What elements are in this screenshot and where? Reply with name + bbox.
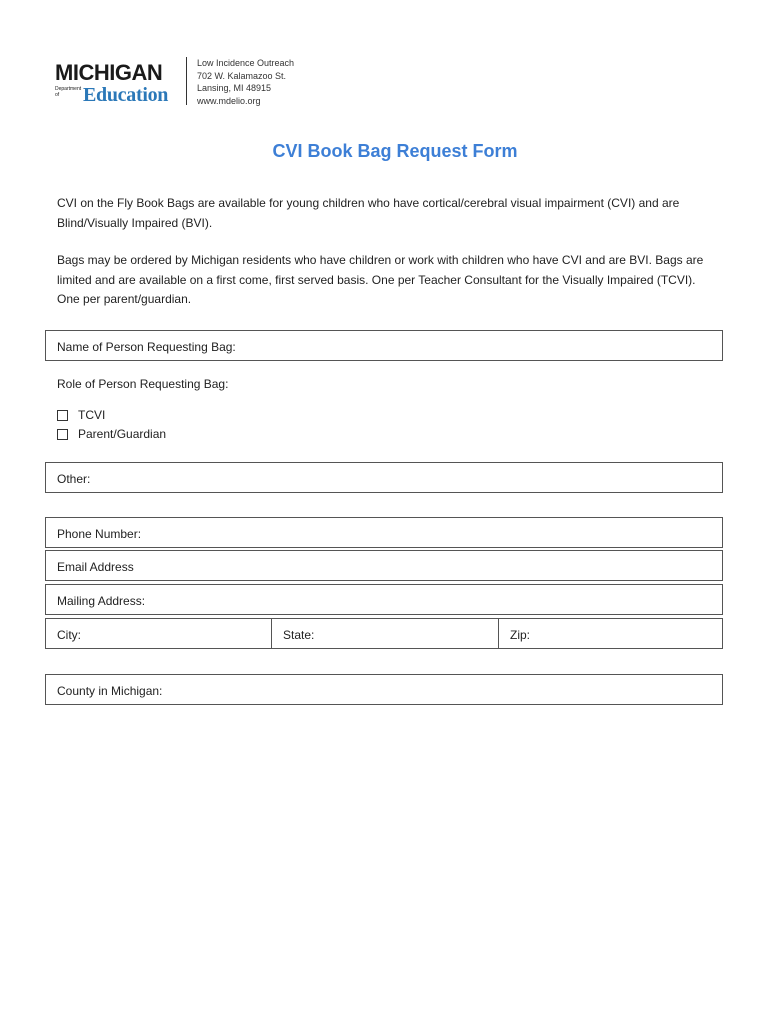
address-block	[197, 57, 294, 107]
city-field[interactable]	[46, 619, 272, 648]
role-label: Role of Person Requesting Bag:	[57, 377, 229, 391]
page-title: CVI Book Bag Request Form	[272, 141, 518, 161]
mailing-address-field[interactable]	[45, 584, 723, 615]
tcvi-checkbox[interactable]	[57, 410, 68, 421]
zip-field[interactable]	[499, 619, 722, 648]
zip-field-label: Zip:	[510, 628, 531, 642]
role-option-parent[interactable]	[57, 427, 166, 441]
other-field[interactable]	[45, 462, 723, 493]
email-field-label: Email Address	[57, 560, 134, 574]
intro-paragraph-1: CVI on the Fly Book Bags are available for young children who have cortical/cerebral visual impairment (CVI) and are Blind/Visually Impaired (BVI).	[57, 196, 680, 230]
logo-education-text: Education	[83, 84, 169, 106]
name-field-label: Name of Person Requesting Bag:	[57, 340, 236, 354]
county-field[interactable]	[45, 674, 723, 705]
logo-department-text: Department of	[55, 86, 82, 98]
parent-guardian-label: Parent/Guardian	[78, 427, 167, 441]
city-field-label: City:	[57, 628, 81, 642]
other-field-label: Other:	[57, 472, 91, 486]
city-state-zip-row	[45, 618, 723, 649]
intro-paragraph-2: Bags may be ordered by Michigan residents who have children or work with children who have CVI and are BVI. Bags are limited and are available on a first come, first served basis. One per Teacher Consultant for the Visually Impaired (TCVI). One per parent/guardian.	[57, 253, 704, 306]
address-line-2: 702 W. Kalamazoo St.	[197, 70, 287, 81]
header-divider	[186, 57, 187, 105]
mde-logo	[55, 58, 177, 106]
parent-guardian-checkbox[interactable]	[57, 429, 68, 440]
mailing-address-label: Mailing Address:	[57, 594, 146, 608]
state-field-label: State:	[283, 628, 315, 642]
address-line-1: Low Incidence Outreach	[197, 58, 295, 68]
logo-michigan-text	[55, 62, 162, 84]
name-field[interactable]	[45, 330, 723, 361]
address-line-3: Lansing, MI 48915	[197, 83, 272, 93]
county-field-label: County in Michigan:	[57, 684, 163, 698]
email-field[interactable]	[45, 550, 723, 581]
phone-field[interactable]	[45, 517, 723, 548]
tcvi-label: TCVI	[78, 408, 106, 422]
state-field[interactable]	[272, 619, 499, 648]
role-option-tcvi[interactable]	[57, 408, 105, 422]
address-website: www.mdelio.org	[197, 95, 261, 106]
phone-field-label: Phone Number:	[57, 527, 142, 541]
logo-michigan-word: MICHIGAN	[55, 60, 163, 85]
